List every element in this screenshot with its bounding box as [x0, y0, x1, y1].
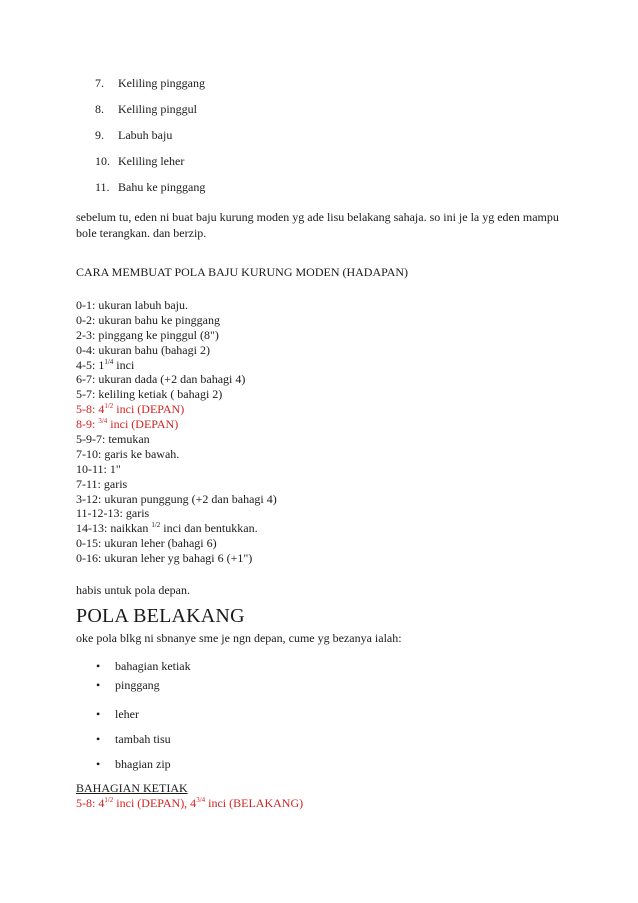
list-item: • pinggang: [96, 678, 160, 692]
list-item: 10. Keliling leher: [95, 154, 185, 168]
step-line-highlight: 8-9: $^{3/4}$ inci (DEPAN): [76, 417, 179, 432]
back-pattern-heading: POLA BELAKANG: [76, 605, 245, 627]
step-line: 14-13: naikkan $^{1/2}$ inci dan bentukkan.: [76, 521, 258, 536]
bullet-icon: •: [96, 732, 101, 746]
step-line: 4-5: $1^{1/4}$ inci: [76, 357, 135, 372]
front-pattern-heading: CARA MEMBUAT POLA BAJU KURUNG MODEN (HADAPAN): [76, 265, 409, 279]
list-item: • bahagian ketiak: [96, 659, 191, 673]
step-line: 7-10: garis ke bawah.: [76, 446, 180, 461]
back-pattern-intro: oke pola blkg ni sbnanye sme je ngn depan, cume yg bezanya ialah:: [76, 631, 402, 645]
step-line: 7-11: garis: [76, 476, 128, 491]
step-line: 0-4: ukuran bahu (bahagi 2): [76, 342, 210, 357]
step-line: 0-2: ukuran bahu ke pinggang: [76, 312, 220, 327]
bullet-icon: •: [96, 678, 101, 692]
measurement-list: [95, 76, 205, 206]
step-line: 6-7: ukuran dada (+2 dan bahagi 4): [76, 372, 246, 387]
list-item: • tambah tisu: [96, 732, 171, 746]
list-item: 9. Labuh baju: [95, 128, 173, 142]
bullet-icon: •: [96, 757, 101, 771]
step-line-highlight: 5-8: $4^{1/2}$ inci (DEPAN): [76, 402, 185, 417]
list-item: 11. Bahu ke pinggang: [95, 180, 206, 194]
step-line: 3-12: ukuran punggung (+2 dan bahagi 4): [76, 491, 277, 506]
differences-list: [96, 659, 191, 771]
step-line: 5-9-7: temukan: [76, 432, 150, 447]
list-item: 7. Keliling pinggang: [95, 76, 205, 90]
list-item: 8. Keliling pinggul: [95, 102, 197, 116]
front-end-note: habis untuk pola depan.: [76, 583, 190, 597]
armpit-measurement-line: 5-8: $4^{1/2}$ inci (DEPAN), $4^{3/4}$ inci (BELAKANG): [76, 796, 304, 810]
step-line: 5-7: keliling ketiak ( bahagi 2): [76, 387, 223, 402]
step-line: 10-11: 1": [76, 461, 121, 476]
step-line: 0-15: ukuran leher (bahagi 6): [76, 536, 217, 551]
intro-paragraph: sebelum tu, eden ni buat baju kurung moden yg ade lisu belakang sahaja. so ini je la yg eden mampu bole terangkan. dan berzip.: [76, 210, 559, 240]
bullet-icon: •: [96, 659, 101, 673]
step-line: 0-16: ukuran leher yg bahagi 6 (+1"): [76, 551, 253, 566]
step-line: 2-3: pinggang ke pinggul (8"): [76, 327, 219, 342]
bullet-icon: •: [96, 707, 101, 721]
list-item: • bhagian zip: [96, 757, 171, 771]
step-line: 11-12-13: garis: [76, 506, 150, 521]
step-line: 0-1: ukuran labuh baju.: [76, 298, 188, 312]
armpit-section-heading: BAHAGIAN KETIAK: [76, 781, 188, 795]
front-pattern-steps: [76, 298, 277, 566]
list-item: • leher: [96, 707, 139, 721]
